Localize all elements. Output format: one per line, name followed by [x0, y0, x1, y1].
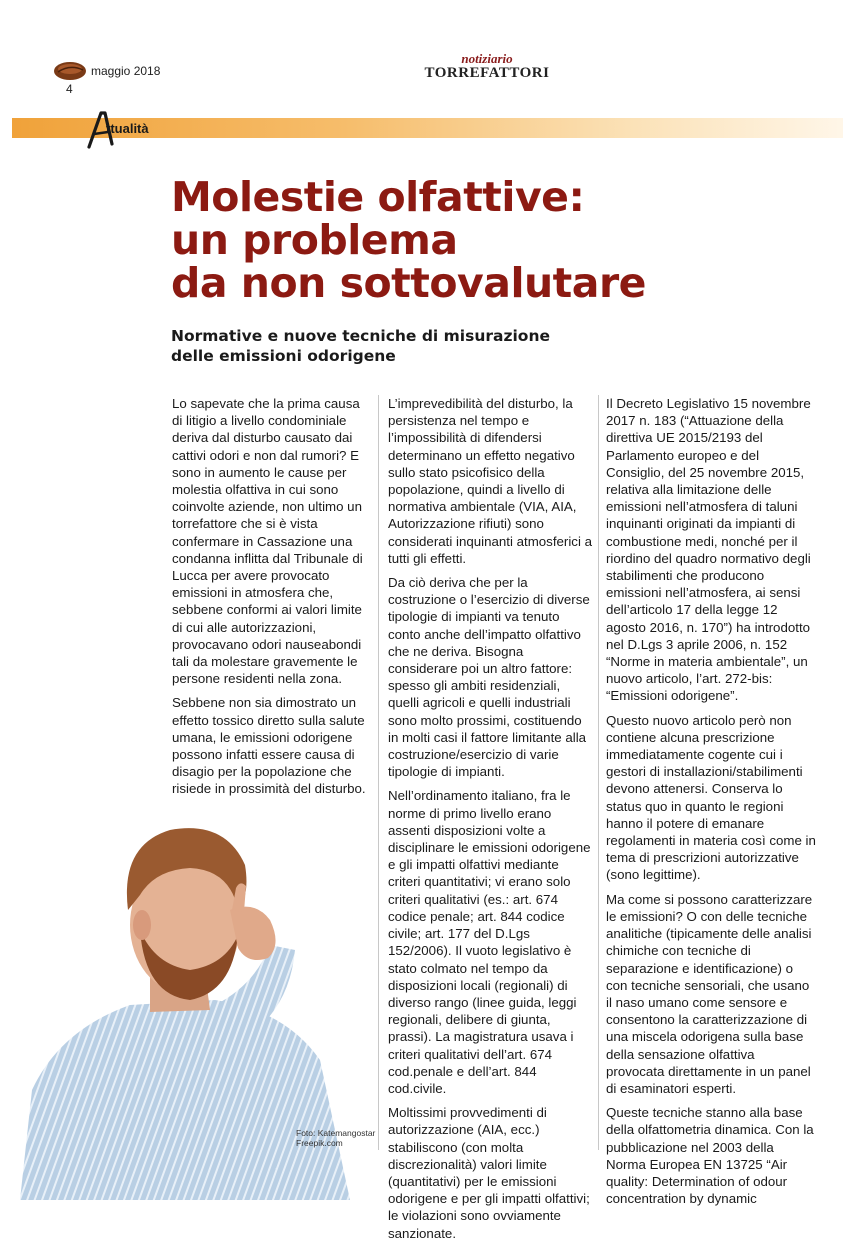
masthead	[422, 52, 552, 81]
photo-credit	[296, 1128, 375, 1148]
photo-credit-line: Foto: Katemangostar	[296, 1128, 376, 1138]
subtitle-line: delle emissioni odorigene	[171, 347, 396, 365]
paragraph: Moltissimi provvedimenti di autorizzazione (AIA, ecc.) stabiliscono (con molta discrezionalità) valori limite (quantitativi) per le emissioni odorigene e per gli impatti olfattivi; le violazioni sono ovviamente sanzionate.	[388, 1105, 590, 1241]
paragraph: L’imprevedibilità del disturbo, la persistenza nel tempo e l’impossibilità di difendersi determinano un effetto negativo sullo stato psicofisico della popolazione, quindi a livello di normativa ambientale (VIA, AIA, Autorizzazione rifiuti) sono considerati inquinanti atmosferici a tutti gli effetti.	[388, 396, 592, 566]
masthead-top: notiziario	[461, 51, 513, 66]
coffee-bean-logo-icon	[52, 58, 88, 82]
paragraph: Queste tecniche stanno alla base della olfattometria dinamica. Con la pubblicazione nel 2003 della Norma Europea EN 13725 “Air quality: Determination of odour concentration by dynamic	[606, 1105, 814, 1207]
subtitle-line: Normative e nuove tecniche di misurazione	[171, 327, 551, 345]
title-line: Molestie olfattive:	[171, 173, 585, 221]
title-line: un problema	[171, 216, 458, 264]
article-title	[171, 173, 811, 307]
paragraph: Il Decreto Legislativo 15 novembre 2017 n. 183 (“Attuazione della direttiva UE 2015/2193 del Parlamento europeo e del Consiglio, del 25 novembre 2015, relativa alla limitazione delle emissioni nell’atmosfera di taluni inquinanti originati da impianti di combustione medi, nonché per il riordino del quadro normativo degli stabilimenti che producono emissioni nell’atmosfera, ai sensi dell’articolo 17 della legge 12 agosto 2016, n. 170”) ha introdotto nel D.Lgs 3 aprile 2006, n. 152 “Norme in materia ambientale”, un nuovo articolo, l’art. 272-bis: “Emissioni odorigene”.	[606, 396, 811, 704]
paragraph: Lo sapevate che la prima causa di litigio a livello condominiale deriva dal disturbo causato dai cattivi odori e non dal rumori? E sono in aumento le cause per molestia olfattiva in cui sono coinvolte aziende, non ultimo un torrefattore che si è vista confermare in Cassazione una condanna inflitta dal Tribunale di Lucca per avere provocato emissioni in atmosfera che, sebbene conformi ai valori limite di cui alle autorizzazioni, provocavano odori nauseabondi tali da molestare gravemente le persone residenti nella zona.	[172, 396, 363, 687]
article-subtitle	[171, 326, 671, 366]
issue-date: maggio 2018	[91, 64, 161, 78]
article-column-3	[606, 395, 816, 1214]
paragraph: Ma come si possono caratterizzare le emissioni? O con delle tecniche analitiche (tipicamente delle analisi chimiche con tecniche di separazione e identificazione) o con tecniche sensoriali, che usano il naso umano come sensore e consentono la caratterizzazione di una miscela odorigena sulla base della sensazione olfattiva provocata direttamente in un panel di esaminatori esperti.	[606, 891, 813, 1096]
page-number: 4	[66, 82, 73, 96]
paragraph: Questo nuovo articolo però non contiene alcuna prescrizione immediatamente cogente cui i gestori di installazioni/stabilimenti devono attenersi. Conserva lo status quo in quanto le regioni hanno il potere di emanare regolamenti in materia così come in tema di prescrizioni autorizzative (sono legittime).	[606, 712, 816, 883]
article-column-1	[172, 395, 368, 805]
column-divider	[378, 395, 379, 1150]
column-divider	[598, 395, 599, 1150]
paragraph: Da ciò deriva che per la costruzione o l’esercizio di diverse tipologie di impianti va tenuto conto anche dell’impatto olfattivo che ne deriva. Bisogna considerare poi un altro fattore: spesso gli ambiti residenziali, quelli agricoli e quelli industriali sono molto prossimi, costituendo in molti casi il fattore limitante alla costruzione/esercizio di varie tipologie di impianti.	[388, 575, 590, 780]
masthead-bottom: TORREFATTORI	[424, 65, 550, 81]
article-column-2	[388, 395, 592, 1249]
paragraph: Sebbene non sia dimostrato un effetto tossico diretto sulla salute umana, le emissioni odorigene possono infatti essere causa di disagio per la popolazione che risiede in prossimità del disturbo.	[172, 695, 366, 797]
section-label: ttualità	[106, 121, 149, 136]
paragraph: Nell’ordinamento italiano, fra le norme di primo livello erano assenti disposizioni volte a disciplinare le emissioni odorigene e gli impatti olfattivi mediante criteri quantitativi; vi erano solo criteri qualitativi (es.: art. 674 codice penale; art. 844 codice civile; art. 177 del D.Lgs 152/2006). Il vuoto legislativo è stato colmato nel tempo da disposizioni locali (regionali) di diverso rango (linee guida, leggi regionali, delibere di giunta, prassi). La magistratura usava i criteri qualitativi dell’art. 674 cod.penale e dell’art. 844 cod.civile.	[388, 788, 591, 1096]
title-line: da non sottovalutare	[171, 259, 646, 307]
photo-credit-line: Freepik.com	[296, 1138, 343, 1148]
